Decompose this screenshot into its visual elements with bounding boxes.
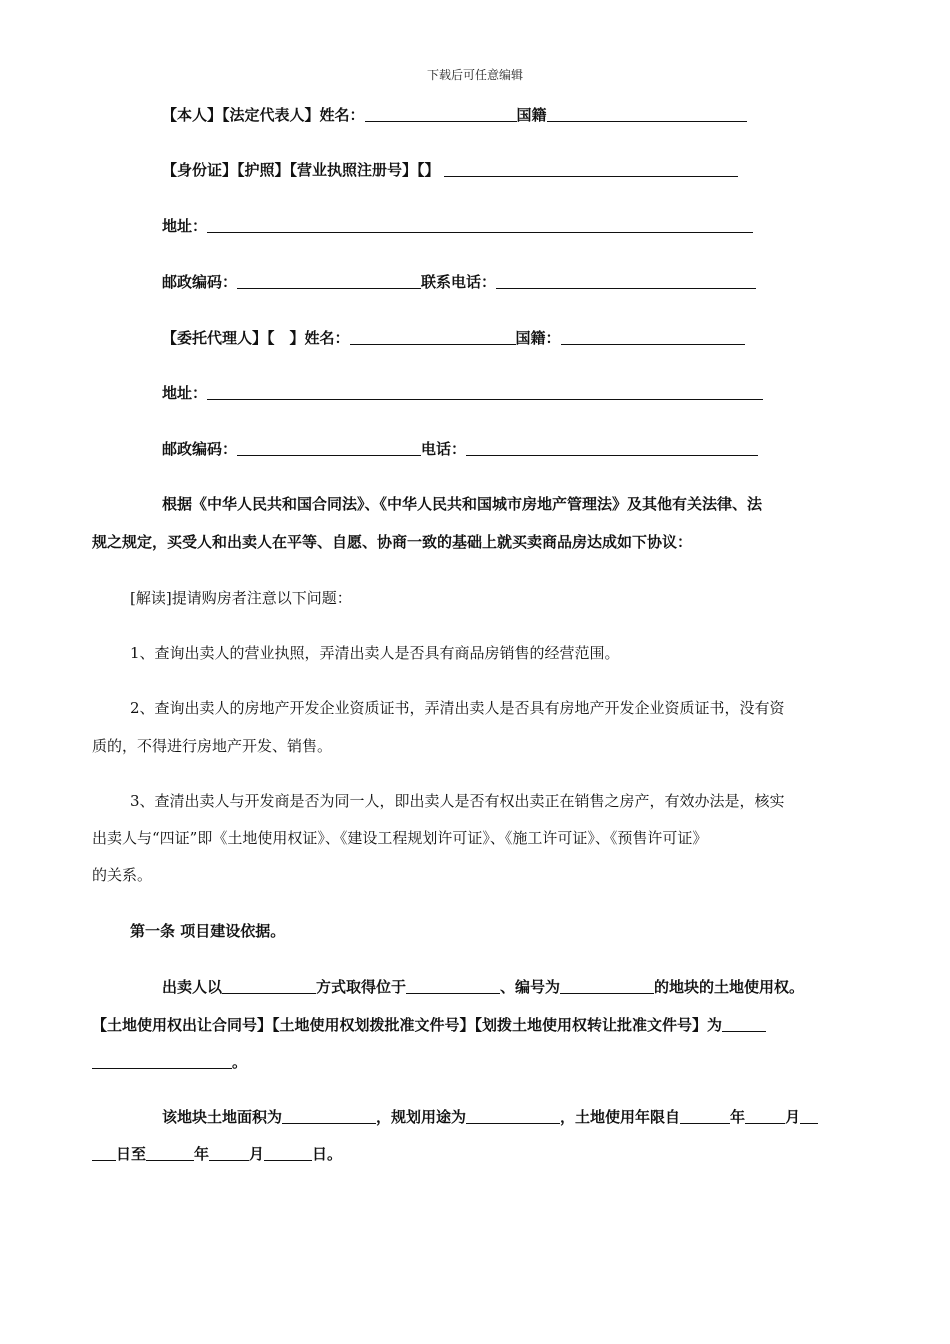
nationality-blank[interactable] bbox=[547, 106, 747, 122]
agent-name-blank[interactable] bbox=[350, 329, 516, 345]
text-segment: 的地块的土地使用权。 bbox=[654, 978, 805, 996]
text-segment: 【土地使用权出让合同号】【土地使用权划拨批准文件号】【划拨土地使用权转让批准文件号】为 bbox=[92, 1016, 723, 1034]
text-segment: 日。 bbox=[312, 1145, 343, 1163]
preamble-line-1: 根据《中华人民共和国合同法》、《中华人民共和国城市房地产管理法》及其他有关法律、法 bbox=[162, 495, 763, 513]
article-1-para-2-line-1 bbox=[92, 1014, 766, 1035]
note-item-3-line-1: 3、查清出卖人与开发商是否为同一人，即出卖人是否有权出卖正在销售之房产，有效办法是，核实 bbox=[130, 792, 785, 810]
start-month-blank[interactable] bbox=[745, 1108, 785, 1124]
text-segment: ，土地使用年限自 bbox=[560, 1108, 681, 1126]
agent-phone-label: 电话： bbox=[421, 440, 467, 458]
note-intro: 提请购房者注意以下问题： bbox=[171, 589, 352, 607]
agent-postal-blank[interactable] bbox=[237, 440, 421, 456]
start-year-blank[interactable] bbox=[680, 1108, 730, 1124]
note-item-3-line-3: 的关系。 bbox=[92, 866, 153, 884]
start-day-blank[interactable] bbox=[800, 1108, 818, 1124]
method-blank[interactable] bbox=[222, 978, 316, 994]
agent-phone-blank[interactable] bbox=[466, 440, 758, 456]
text-segment: 该地块土地面积为 bbox=[162, 1108, 283, 1126]
phone-label: 联系电话： bbox=[421, 273, 497, 291]
text-segment: 日至 bbox=[116, 1145, 147, 1163]
text-segment: 年 bbox=[730, 1108, 746, 1126]
postal-row bbox=[162, 271, 756, 292]
text-segment: 方式取得位于 bbox=[316, 978, 407, 996]
note-item-2-line-2: 质的，不得进行房地产开发、销售。 bbox=[92, 737, 333, 755]
text-segment: ，规划用途为 bbox=[376, 1108, 467, 1126]
address-blank[interactable] bbox=[207, 217, 753, 233]
id-row bbox=[162, 159, 738, 180]
text-segment: 年 bbox=[194, 1145, 210, 1163]
address-row bbox=[162, 215, 753, 236]
id-blank[interactable] bbox=[444, 161, 738, 177]
agent-postal-label: 邮政编码： bbox=[162, 440, 238, 458]
page-header: 下载后可任意编辑 bbox=[426, 68, 523, 82]
agent-nationality-label: 国籍： bbox=[515, 329, 561, 347]
land-area-blank[interactable] bbox=[282, 1108, 376, 1124]
article-1-para-2-line-2 bbox=[92, 1051, 247, 1072]
agent-label: 【委托代理人】【 】姓名： bbox=[162, 329, 350, 347]
end-month-blank[interactable] bbox=[209, 1145, 249, 1161]
agent-row bbox=[162, 327, 745, 348]
phone-blank[interactable] bbox=[496, 273, 756, 289]
postal-label: 邮政编码： bbox=[162, 273, 238, 291]
start-day-blank-cont[interactable] bbox=[92, 1145, 116, 1161]
agent-address-row bbox=[162, 382, 763, 403]
article-1-para-3-line-2 bbox=[92, 1143, 342, 1164]
contract-number-blank-cont[interactable] bbox=[92, 1053, 232, 1069]
text-segment: 出卖人以 bbox=[162, 978, 223, 996]
address-label: 地址： bbox=[162, 217, 208, 235]
article-1-para-3-line-1 bbox=[162, 1106, 818, 1127]
note-item-1: 1、查询出卖人的营业执照，弄清出卖人是否具有商品房销售的经营范围。 bbox=[130, 644, 620, 662]
contract-number-blank[interactable] bbox=[722, 1016, 766, 1032]
name-blank[interactable] bbox=[365, 106, 517, 122]
nationality-label: 国籍 bbox=[516, 106, 547, 124]
text-segment: 月 bbox=[249, 1145, 265, 1163]
plot-number-blank[interactable] bbox=[560, 978, 654, 994]
note-tag: [解读] bbox=[130, 589, 172, 607]
note-item-3-line-2: 出卖人与“四证”即《土地使用权证》、《建设工程规划许可证》、《施工许可证》、《预售许可证》 bbox=[92, 829, 708, 847]
agent-postal-row bbox=[162, 438, 758, 459]
name-label: 【本人】【法定代表人】姓名： bbox=[162, 106, 365, 124]
text-segment: 月 bbox=[785, 1108, 801, 1126]
end-day-blank[interactable] bbox=[264, 1145, 312, 1161]
agent-address-label: 地址： bbox=[162, 384, 208, 402]
text-segment: 。 bbox=[232, 1053, 248, 1071]
agent-address-blank[interactable] bbox=[207, 384, 763, 400]
note-intro-row bbox=[130, 587, 352, 608]
text-segment: 、编号为 bbox=[500, 978, 561, 996]
preamble-line-2: 规之规定，买受人和出卖人在平等、自愿、协商一致的基础上就买卖商品房达成如下协议： bbox=[92, 533, 693, 551]
note-item-2-line-1: 2、查询出卖人的房地产开发企业资质证书，弄清出卖人是否具有房地产开发企业资质证书，没有资 bbox=[130, 699, 785, 717]
land-use-blank[interactable] bbox=[466, 1108, 560, 1124]
postal-blank[interactable] bbox=[237, 273, 421, 289]
id-label: 【身份证】【护照】【营业执照注册号】【】 bbox=[162, 161, 440, 179]
end-year-blank[interactable] bbox=[146, 1145, 194, 1161]
article-1-para-1 bbox=[162, 976, 804, 997]
agent-nationality-blank[interactable] bbox=[561, 329, 745, 345]
location-blank[interactable] bbox=[406, 978, 500, 994]
article-1-title: 第一条 项目建设依据。 bbox=[130, 922, 286, 940]
name-row bbox=[162, 104, 747, 125]
